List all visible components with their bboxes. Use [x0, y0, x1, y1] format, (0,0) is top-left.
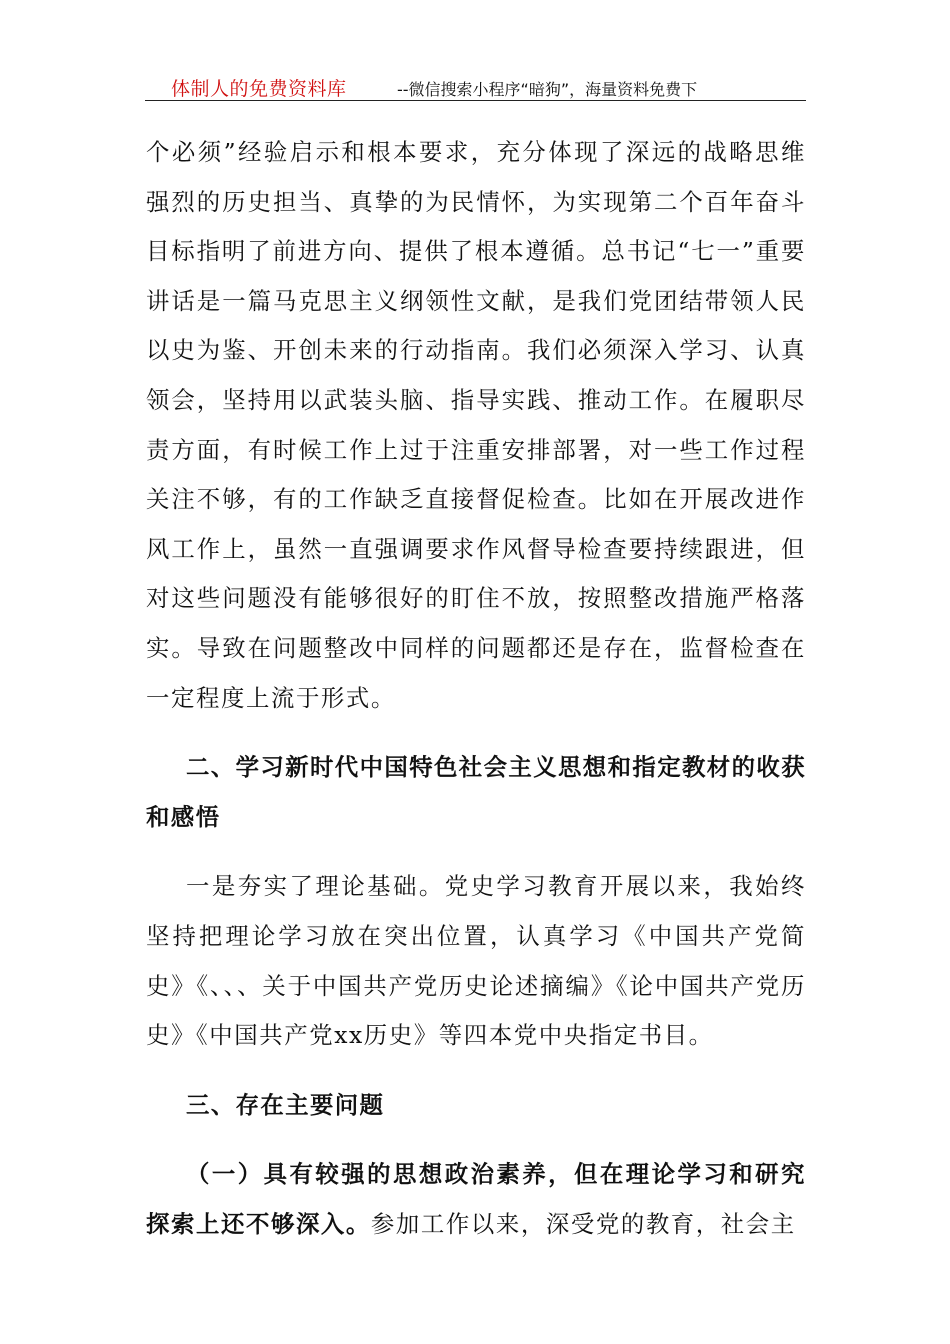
- page-header: [145, 72, 806, 101]
- section-heading-3: 三、存在主要问题: [186, 1090, 385, 1119]
- paragraph-3-lead: （一）具有较强的思想政治素养，但在理论学习和研究探索上还不够深入。: [146, 1160, 806, 1238]
- body-paragraph-1: 个必须”经验启示和根本要求，充分体现了深远的战略思维强烈的历史担当、真挚的为民情怀，为实现第二个百年奋斗目标指明了前进方向、提供了根本遵循。总书记“七一”重要讲话是一篇马克思主义纲领性文献，是我们党团结带领人民以史为鉴、开创未来的行动指南。我们必须深入学习、认真领会，坚持用以武装头脑、指导实践、推动工作。在履职尽责方面，有时候工作上过于注重安排部署，对一些工作过程关注不够，有的工作缺乏直接督促检查。比如在开展改进作风工作上，虽然一直强调要求作风督导检查要持续跟进，但对这些问题没有能够很好的盯住不放，按照整改措施严格落实。导致在问题整改中同样的问题都还是存在，监督检查在一定程度上流于形式。: [146, 138, 806, 712]
- header-brand: 体制人的免费资料库: [171, 78, 347, 100]
- paragraph-3-rest: 参加工作以来，深受党的教育，社会主: [370, 1209, 796, 1238]
- header-note: --微信搜索小程序“暗狗”，海量资料免费下: [397, 80, 698, 99]
- body-paragraph-3: [146, 1150, 806, 1249]
- section-heading-2: 二、学习新时代中国特色社会主义思想和指定教材的收获和感悟: [146, 753, 806, 831]
- document-body: [146, 128, 806, 1249]
- body-paragraph-2: 一是夯实了理论基础。党史学习教育开展以来，我始终坚持把理论学习放在突出位置，认真学习《中国共产党简史》《、、、关于中国共产党历史论述摘编》《论中国共产党历史》《中国共产党xx历史》等四本党中央指定书目。: [146, 872, 806, 1050]
